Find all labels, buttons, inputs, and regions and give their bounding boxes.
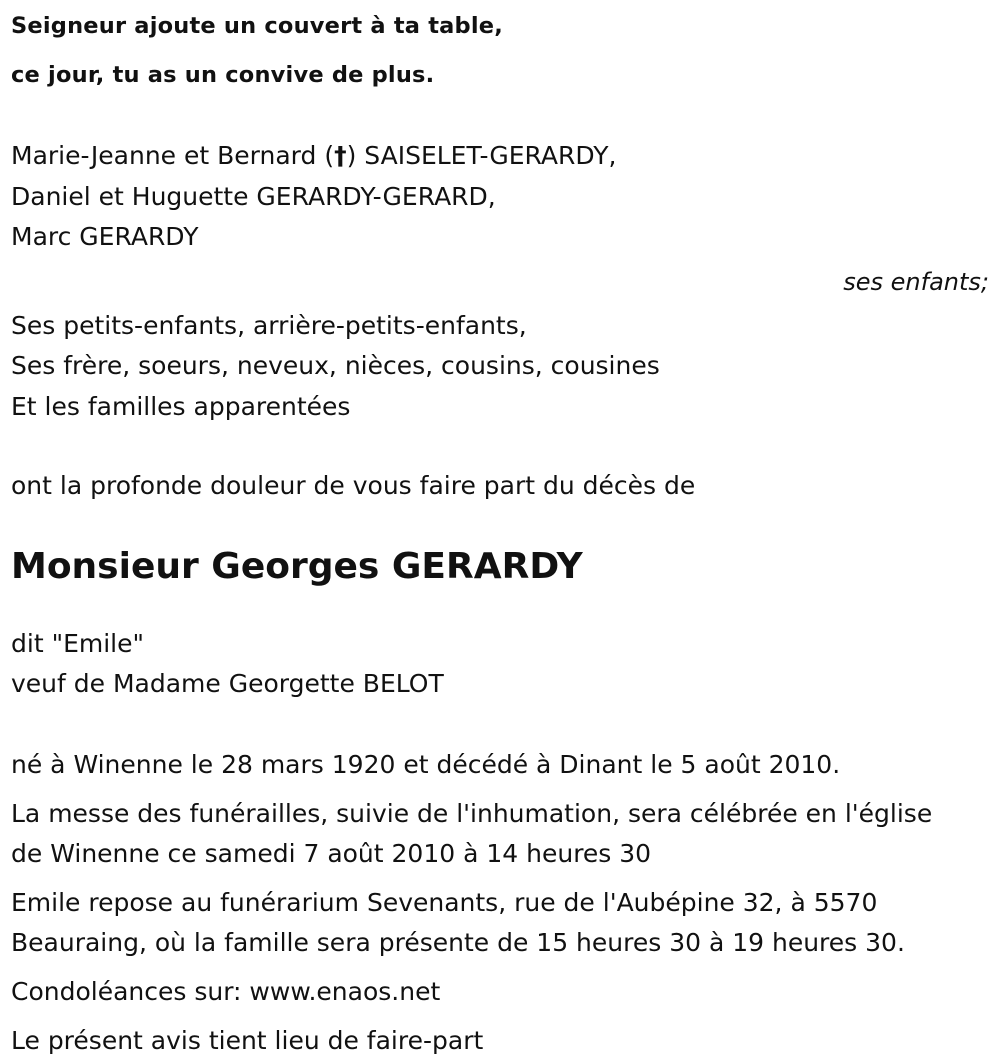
verse-line-1: Seigneur ajoute un couvert à ta table, [11, 13, 503, 39]
repose-paragraph [11, 883, 991, 963]
opening-verse [11, 2, 991, 100]
deceased-name: Monsieur Georges GERARDY [11, 545, 583, 587]
child-line-1 [11, 136, 991, 177]
announcement: ont la profonde douleur de vous faire part du décès de [11, 471, 696, 500]
funeral-line-2: de Winenne ce samedi 7 août 2010 à 14 heures 30 [11, 839, 652, 868]
verse-line-2: ce jour, tu as un convive de plus. [11, 62, 435, 88]
repose-line-2: Beauraing, où la famille sera présente de 15 heures 30 à 19 heures 30. [11, 928, 905, 957]
obituary-notice [11, 0, 991, 1061]
birth-death-line: né à Winenne le 28 mars 1920 et décédé à Dinant le 5 août 2010. [11, 749, 841, 779]
family-line-2: Ses frère, soeurs, neveux, nièces, cousins, cousines [11, 351, 660, 380]
deceased-widower: veuf de Madame Georgette BELOT [11, 669, 444, 698]
repose-line-1: Emile repose au funérarium Sevenants, rue de l'Aubépine 32, à 5570 [11, 888, 878, 917]
child-line-1-end: ) SAISELET-GERARDY, [346, 141, 617, 170]
children-block [11, 136, 991, 306]
family-line-3: Et les familles apparentées [11, 391, 351, 421]
children-label: ses enfants; [843, 267, 989, 296]
child-line-1-start: Marie-Jeanne et Bernard ( [11, 141, 335, 170]
funeral-paragraph [11, 794, 991, 874]
cross-icon: † [334, 141, 347, 170]
deceased-nickname: dit "Emile" [11, 628, 144, 658]
family-line-1: Ses petits-enfants, arrière-petits-enfants, [11, 310, 527, 340]
child-line-2: Daniel et Huguette GERARDY-GERARD, [11, 181, 496, 211]
notice-line: Le présent avis tient lieu de faire-part [11, 1026, 484, 1055]
family-block [11, 306, 991, 428]
condolences-line: Condoléances sur: www.enaos.net [11, 977, 441, 1006]
funeral-line-1: La messe des funérailles, suivie de l'inhumation, sera célébrée en l'église [11, 799, 933, 828]
children-label-row [11, 258, 991, 306]
child-line-3: Marc GERARDY [11, 222, 199, 251]
